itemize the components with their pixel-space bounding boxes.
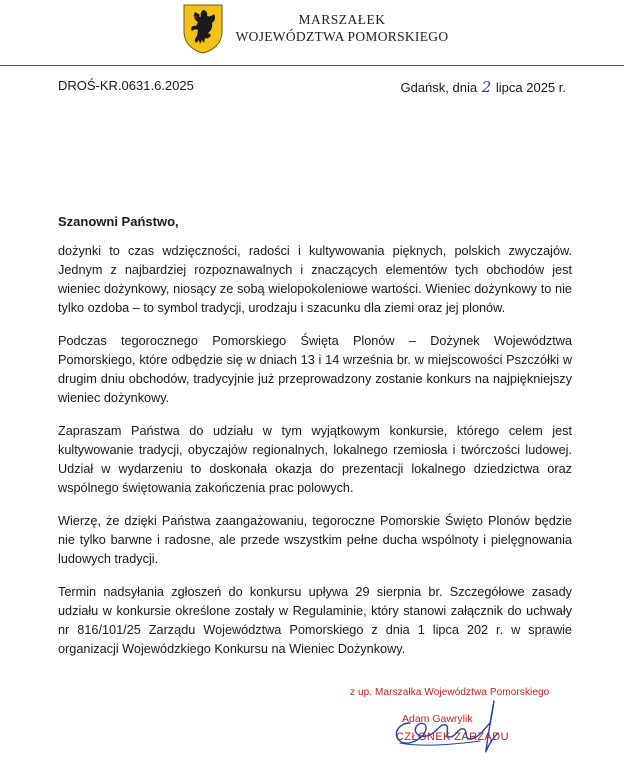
- letter-body: [58, 212, 572, 659]
- stamp-title: CZŁONEK ZARZĄDU: [396, 731, 509, 743]
- issuer-title-line2: WOJEWÓDZTWA POMORSKIEGO: [235, 29, 449, 44]
- stamp-on-behalf: z up. Marszałka Województwa Pomorskiego: [350, 687, 550, 698]
- stamp-name: Adam Gawrylik: [402, 713, 473, 725]
- handwritten-day: 2: [481, 78, 492, 96]
- paragraph-invitation: Zapraszam Państwa do udziału w tym wyjątkowym konkursie, którego celem jest kultywowanie tradycji, obyczajów regionalnych, lokalnego rzemiosła i twórczości ludowej. Udział w wydarzeniu to doskonała okazja do prezentacji lokalnego dziedzictwa oraz wspólnego świętowania zakończenia prac polowych.: [58, 424, 572, 495]
- issuer-title: [232, 11, 452, 45]
- handwritten-signature: [380, 693, 510, 761]
- place-prefix: Gdańsk, dnia: [400, 80, 478, 95]
- paragraph-event: Podczas tegorocznego Pomorskiego Święta Plonów – Dożynek Województwa Pomorskiego, które odbędzie się w dniach 13 i 14 września br. w miejscowości Pszczółki w drugim dniu obchodów, tradycyjnie już przeprowadzony zostanie konkurs na najpiękniejszy wieniec dożynkowy.: [58, 334, 572, 405]
- griffin-crest-icon: [181, 2, 225, 54]
- document-reference-number: DROŚ-KR.0631.6.2025: [58, 78, 194, 93]
- letterhead: [0, 0, 624, 60]
- issuer-title-line1: MARSZAŁEK: [298, 12, 386, 27]
- paragraph-belief: Wierzę, że dzięki Państwa zaangażowaniu, tegoroczne Pomorskie Święto Plonów będzie nie tylko barwne i radosne, ale przede wszystkim pełne ducha wspólnoty i pielęgnowania ludowych tradycji.: [58, 514, 572, 566]
- salutation: Szanowni Państwo,: [58, 214, 179, 229]
- place-and-date: [400, 78, 566, 96]
- month-year: lipca 2025 r.: [495, 80, 566, 95]
- paragraph-deadline: Termin nadsyłania zgłoszeń do konkursu upływa 29 sierpnia br. Szczegółowe zasady udziału w konkursie określone zostały w Regulaminie, który stanowi załącznik do uchwały nr 816/101/25 Zarządu Województwa Pomorskiego z dnia 1 lipca 202 r. w sprawie organizacji Wojewódzkiego Konkursu na Wieniec Dożynkowy.: [58, 585, 572, 656]
- header-divider: [0, 65, 624, 66]
- paragraph-intro: dożynki to czas wdzięczności, radości i kultywowania pięknych, polskich zwyczajów. Jednym z najbardziej rozpoznawalnych i znaczących elementów tych obchodów jest wieniec dożynkowy, niosący ze sobą wielopokoleniowe wartości. Wieniec dożynkowy to nie tylko ozdoba – to symbol tradycji, urodzaju i szacunku dla ziemi oraz jej plonów.: [58, 244, 572, 315]
- reference-line: [58, 78, 566, 96]
